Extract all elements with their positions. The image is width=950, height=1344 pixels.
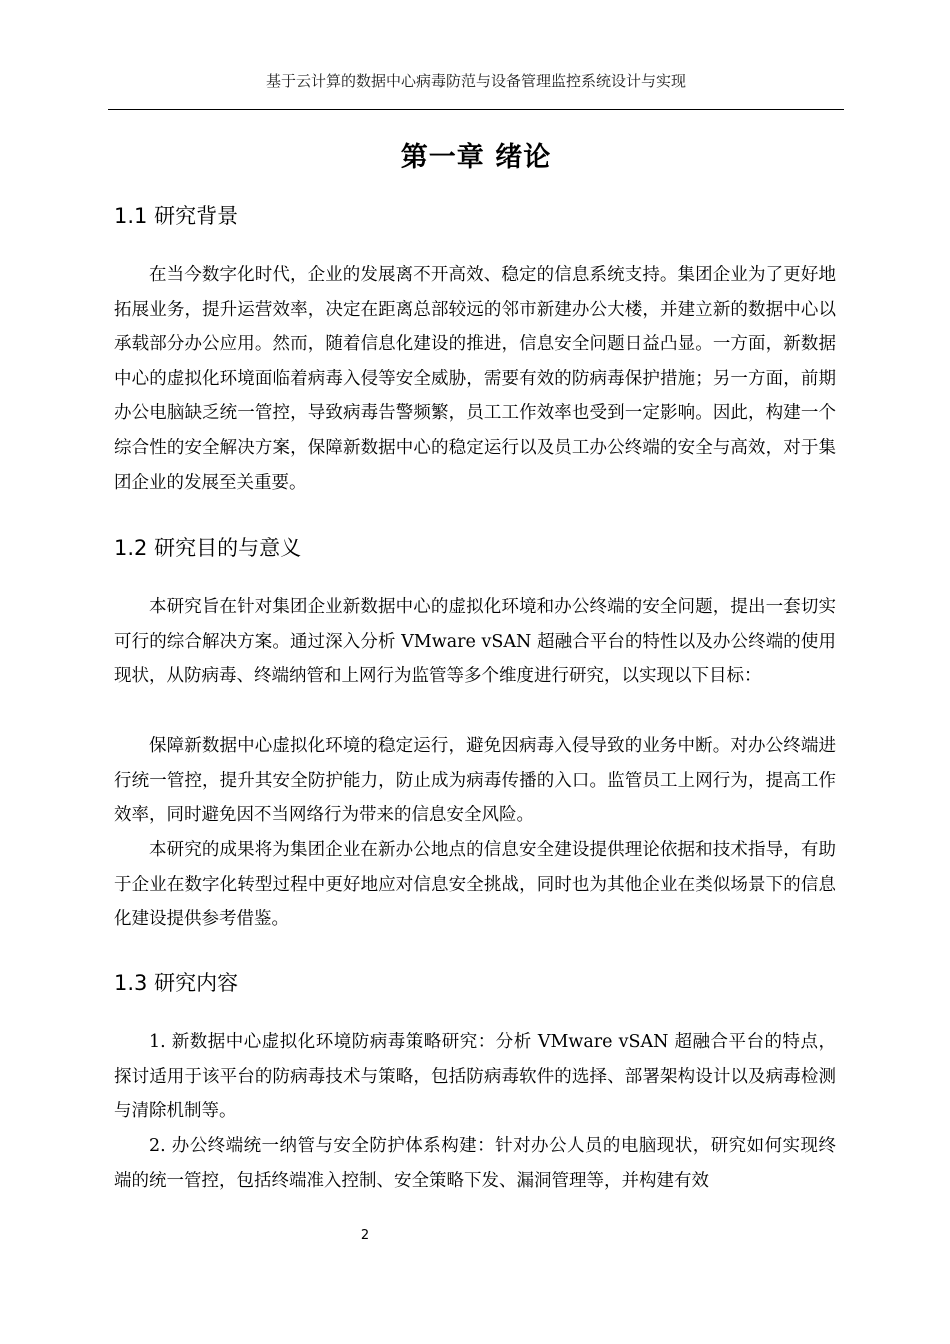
paragraph-purpose-intro: 本研究旨在针对集团企业新数据中心的虚拟化环境和办公终端的安全问题，提出一套切实可行的综合解决方案。通过深入分析 VMware vSAN 超融合平台的特性以及办公终端的使用现状，从防病毒、终端纳管和上网行为监管等多个维度进行研究，以实现以下目标：: [114, 597, 836, 687]
chapter-title: 第一章 绪论: [400, 142, 552, 173]
section-heading-1-1: 1.1 研究背景: [114, 204, 239, 228]
section-heading-1-2: 1.2 研究目的与意义: [114, 536, 302, 560]
page-number: 2: [360, 1228, 370, 1243]
section-heading-1-3: 1.3 研究内容: [114, 971, 239, 995]
running-header: 基于云计算的数据中心病毒防范与设备管理监控系统设计与实现: [265, 72, 686, 90]
header-rule: [108, 109, 844, 110]
paragraph-significance: 本研究的成果将为集团企业在新办公地点的信息安全建设提供理论依据和技术指导，有助于企业在数字化转型过程中更好地应对信息安全挑战，同时也为其他企业在类似场景下的信息化建设提供参考借鉴。: [114, 840, 836, 930]
list-item-2: 2. 办公终端统一纳管与安全防护体系构建：针对办公人员的电脑现状，研究如何实现终端的统一管控，包括终端准入控制、安全策略下发、漏洞管理等，并构建有效: [114, 1136, 836, 1191]
paragraph-background: 在当今数字化时代，企业的发展离不开高效、稳定的信息系统支持。集团企业为了更好地拓展业务，提升运营效率，决定在距离总部较远的邻市新建办公大楼，并建立新的数据中心以承载部分办公应用。然而，随着信息化建设的推进，信息安全问题日益凸显。一方面，新数据中心的虚拟化环境面临着病毒入侵等安全威胁，需要有效的防病毒保护措施；另一方面，前期办公电脑缺乏统一管控，导致病毒告警频繁，员工工作效率也受到一定影响。因此，构建一个综合性的安全解决方案，保障新数据中心的稳定运行以及员工办公终端的安全与高效，对于集团企业的发展至关重要。: [114, 265, 836, 493]
list-item-1: 1. 新数据中心虚拟化环境防病毒策略研究：分析 VMware vSAN 超融合平台的特点，探讨适用于该平台的防病毒技术与策略，包括防病毒软件的选择、部署架构设计以及病毒检测与清除机制等。: [114, 1032, 836, 1122]
paragraph-purpose-goals: 保障新数据中心虚拟化环境的稳定运行，避免因病毒入侵导致的业务中断。对办公终端进行统一管控，提升其安全防护能力，防止成为病毒传播的入口。监管员工上网行为，提高工作效率，同时避免因不当网络行为带来的信息安全风险。: [114, 736, 836, 826]
